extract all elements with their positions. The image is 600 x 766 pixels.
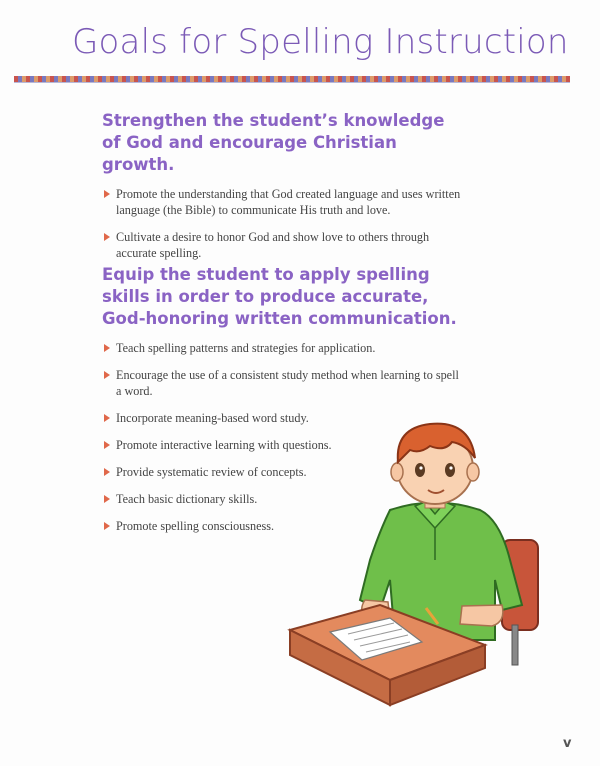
list-item (102, 229, 462, 261)
page-title: Goals for Spelling Instruction (72, 22, 569, 62)
section-heading: Strengthen the student’s knowledge of God and encourage Christian growth. (102, 111, 445, 174)
bullet-arrow-icon (104, 233, 110, 241)
list-item-text: Promote interactive learning with questions. (116, 438, 332, 452)
bullet-arrow-icon (104, 468, 110, 476)
student-at-desk-illustration (270, 410, 560, 710)
bullet-arrow-icon (104, 522, 110, 530)
list-item (102, 186, 462, 218)
list-item (102, 340, 462, 356)
list-item-text: Teach basic dictionary skills. (116, 492, 258, 506)
section-knowledge-of-god (102, 110, 462, 272)
section-heading: Equip the student to apply spelling skills in order to produce accurate, God-honoring written communication. (102, 265, 457, 328)
list-item (102, 367, 462, 399)
list-item-text: Promote spelling consciousness. (116, 519, 275, 533)
bullet-arrow-icon (104, 414, 110, 422)
list-item-text: Teach spelling patterns and strategies for application. (116, 341, 376, 355)
bullet-arrow-icon (104, 495, 110, 503)
bullet-arrow-icon (104, 344, 110, 352)
list-item-text: Promote the understanding that God created language and uses written language (the Bible) to communicate His truth and love. (116, 187, 461, 217)
list-item-text: Incorporate meaning-based word study. (116, 411, 309, 425)
list-item-text: Cultivate a desire to honor God and show love to others through accurate spelling. (116, 230, 430, 260)
decorative-rule-underline (14, 82, 570, 83)
bullet-arrow-icon (104, 441, 110, 449)
page-number: v (563, 736, 572, 751)
list-item-text: Encourage the use of a consistent study method when learning to spell a word. (116, 368, 459, 398)
bullet-list (102, 186, 462, 261)
list-item-text: Provide systematic review of concepts. (116, 465, 307, 479)
bullet-arrow-icon (104, 190, 110, 198)
bullet-arrow-icon (104, 371, 110, 379)
